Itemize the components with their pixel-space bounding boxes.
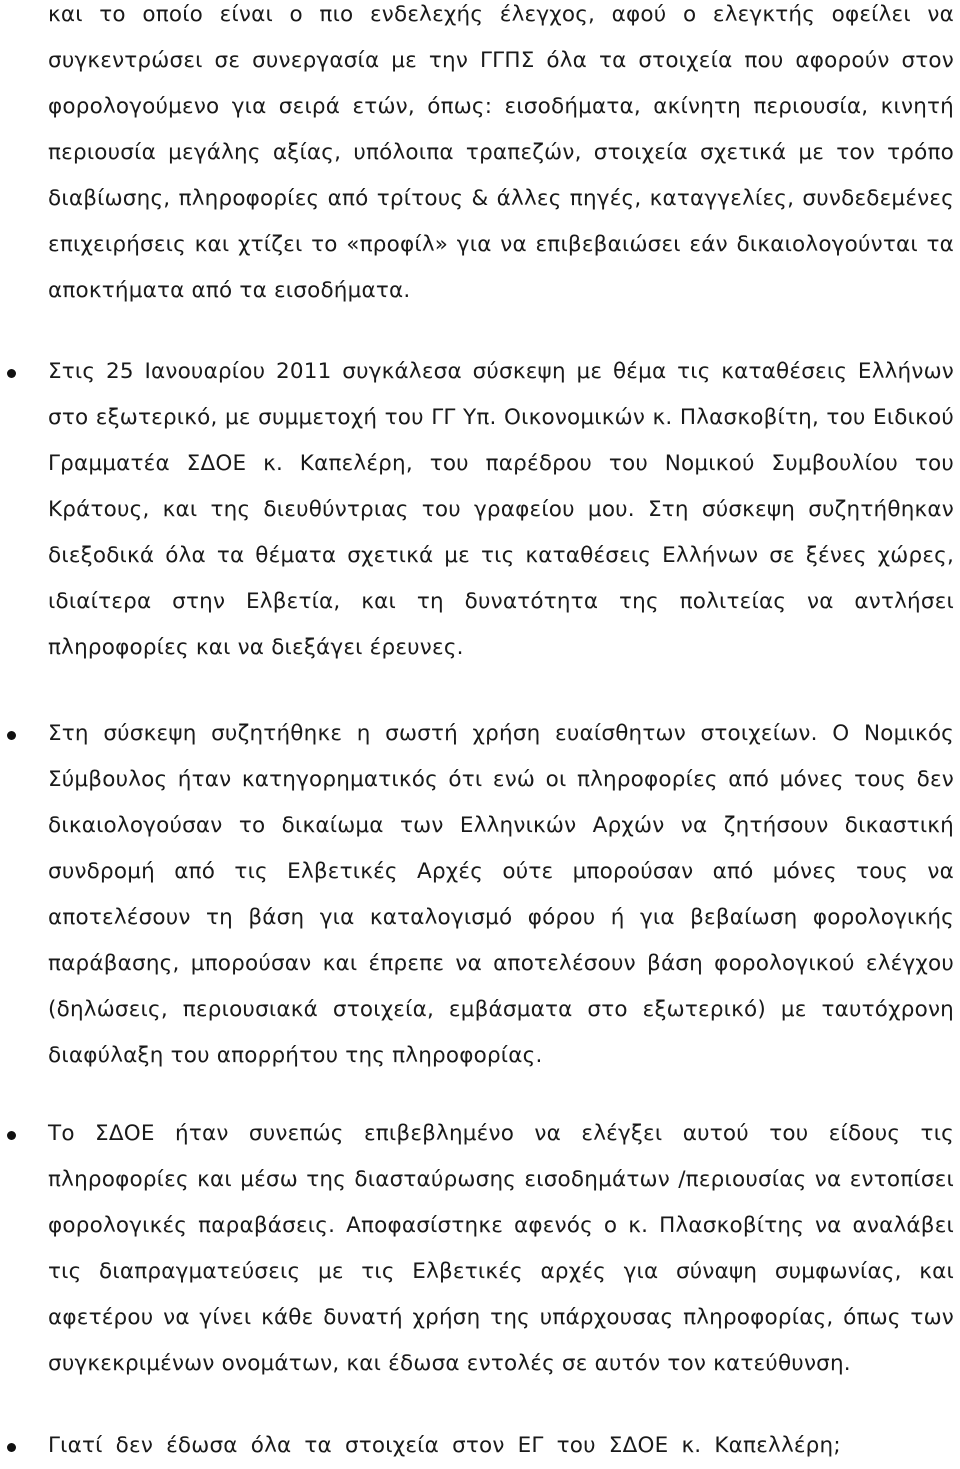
bullet-icon bbox=[7, 731, 16, 740]
bullet-paragraph-question: Γιατί δεν έδωσα όλα τα στοιχεία στον ΕΓ του ΣΔΟΕ κ. Καπελλέρη; bbox=[48, 1433, 841, 1458]
bullet-paragraph-meeting: Στις 25 Ιανουαρίου 2011 συγκάλεσα σύσκεψη με θέμα τις καταθέσεις Ελλήνων στο εξωτερικό, με συμμετοχή του ΓΓ Υπ. Οικονομικών κ. Πλασκοβίτη, του Ειδικού Γραμματέα ΣΔΟΕ κ. Καπελέρη, του παρέδρου του Νομικού Συμβουλίου του Κράτους, και της διευθύντριας του γραφείου μου. Στη σύσκεψη συζητήθηκαν διεξοδικά όλα τα θέματα σχετικά με τις καταθέσεις Ελλήνων σε ξένες χώρες, ιδιαίτερα στην Ελβετία, και τη δυνατότητα της πολιτείας να αντλήσει πληροφορίες και να διεξάγει έρευνες. bbox=[48, 359, 954, 660]
bullet-paragraph-legal-advice: Στη σύσκεψη συζητήθηκε η σωστή χρήση ευαίσθητων στοιχείων. Ο Νομικός Σύμβουλος ήταν κατηγορηματικός ότι ενώ οι πληροφορίες από μόνες τους δεν δικαιολογούσαν το δικαίωμα των Ελληνικών Αρχών να ζητήσουν δικαστική συνδρομή από τις Ελβετικές Αρχές ούτε μπορούσαν από μόνες τους να αποτελέσουν τη βάση για καταλογισμό φόρου ή για βεβαίωση φορολογικής παράβασης, μπορούσαν και έπρεπε να αποτελέσουν βάση φορολογικού ελέγχου (δηλώσεις, περιουσιακά στοιχεία, εμβάσματα στο εξωτερικό) με ταυτόχρονη διαφύλαξη του απορρήτου της πληροφορίας. bbox=[48, 721, 954, 1068]
bullet-icon bbox=[7, 369, 16, 378]
bullet-icon bbox=[7, 1443, 16, 1452]
paragraph-continuation: και το οποίο είναι ο πιο ενδελεχής έλεγχος, αφού ο ελεγκτής οφείλει να συγκεντρώσει σε συνεργασία με την ΓΓΠΣ όλα τα στοιχεία που αφορούν στον φορολογούμενο για σειρά ετών, όπως: εισοδήματα, ακίνητη περιουσία, κινητή περιουσία μεγάλης αξίας, υπόλοιπα τραπεζών, στοιχεία σχετικά με τον τρόπο διαβίωσης, πληροφορίες από τρίτους & άλλες πηγές, καταγγελίες, συνδεδεμένες επιχειρήσεις και χτίζει το «προφίλ» για να επιβεβαιώσει εάν δικαιολογούνται τα αποκτήματα από τα εισοδήματα. bbox=[48, 2, 954, 303]
bullet-icon bbox=[7, 1131, 16, 1140]
bullet-paragraph-sdoe-duty: Το ΣΔΟΕ ήταν συνεπώς επιβεβλημένο να ελέγξει αυτού του είδους τις πληροφορίες και μέσω της διασταύρωσης εισοδημάτων /περιουσίας να εντοπίσει φορολογικές παραβάσεις. Αποφασίστηκε αφενός ο κ. Πλασκοβίτης να αναλάβει τις διαπραγματεύσεις με τις Ελβετικές αρχές για σύναψη συμφωνίας, και αφετέρου να γίνει κάθε δυνατή χρήση της υπάρχουσας πληροφορίας, όπως των συγκεκριμένων ονομάτων, και έδωσα εντολές σε αυτόν τον κατεύθυνση. bbox=[48, 1121, 954, 1376]
